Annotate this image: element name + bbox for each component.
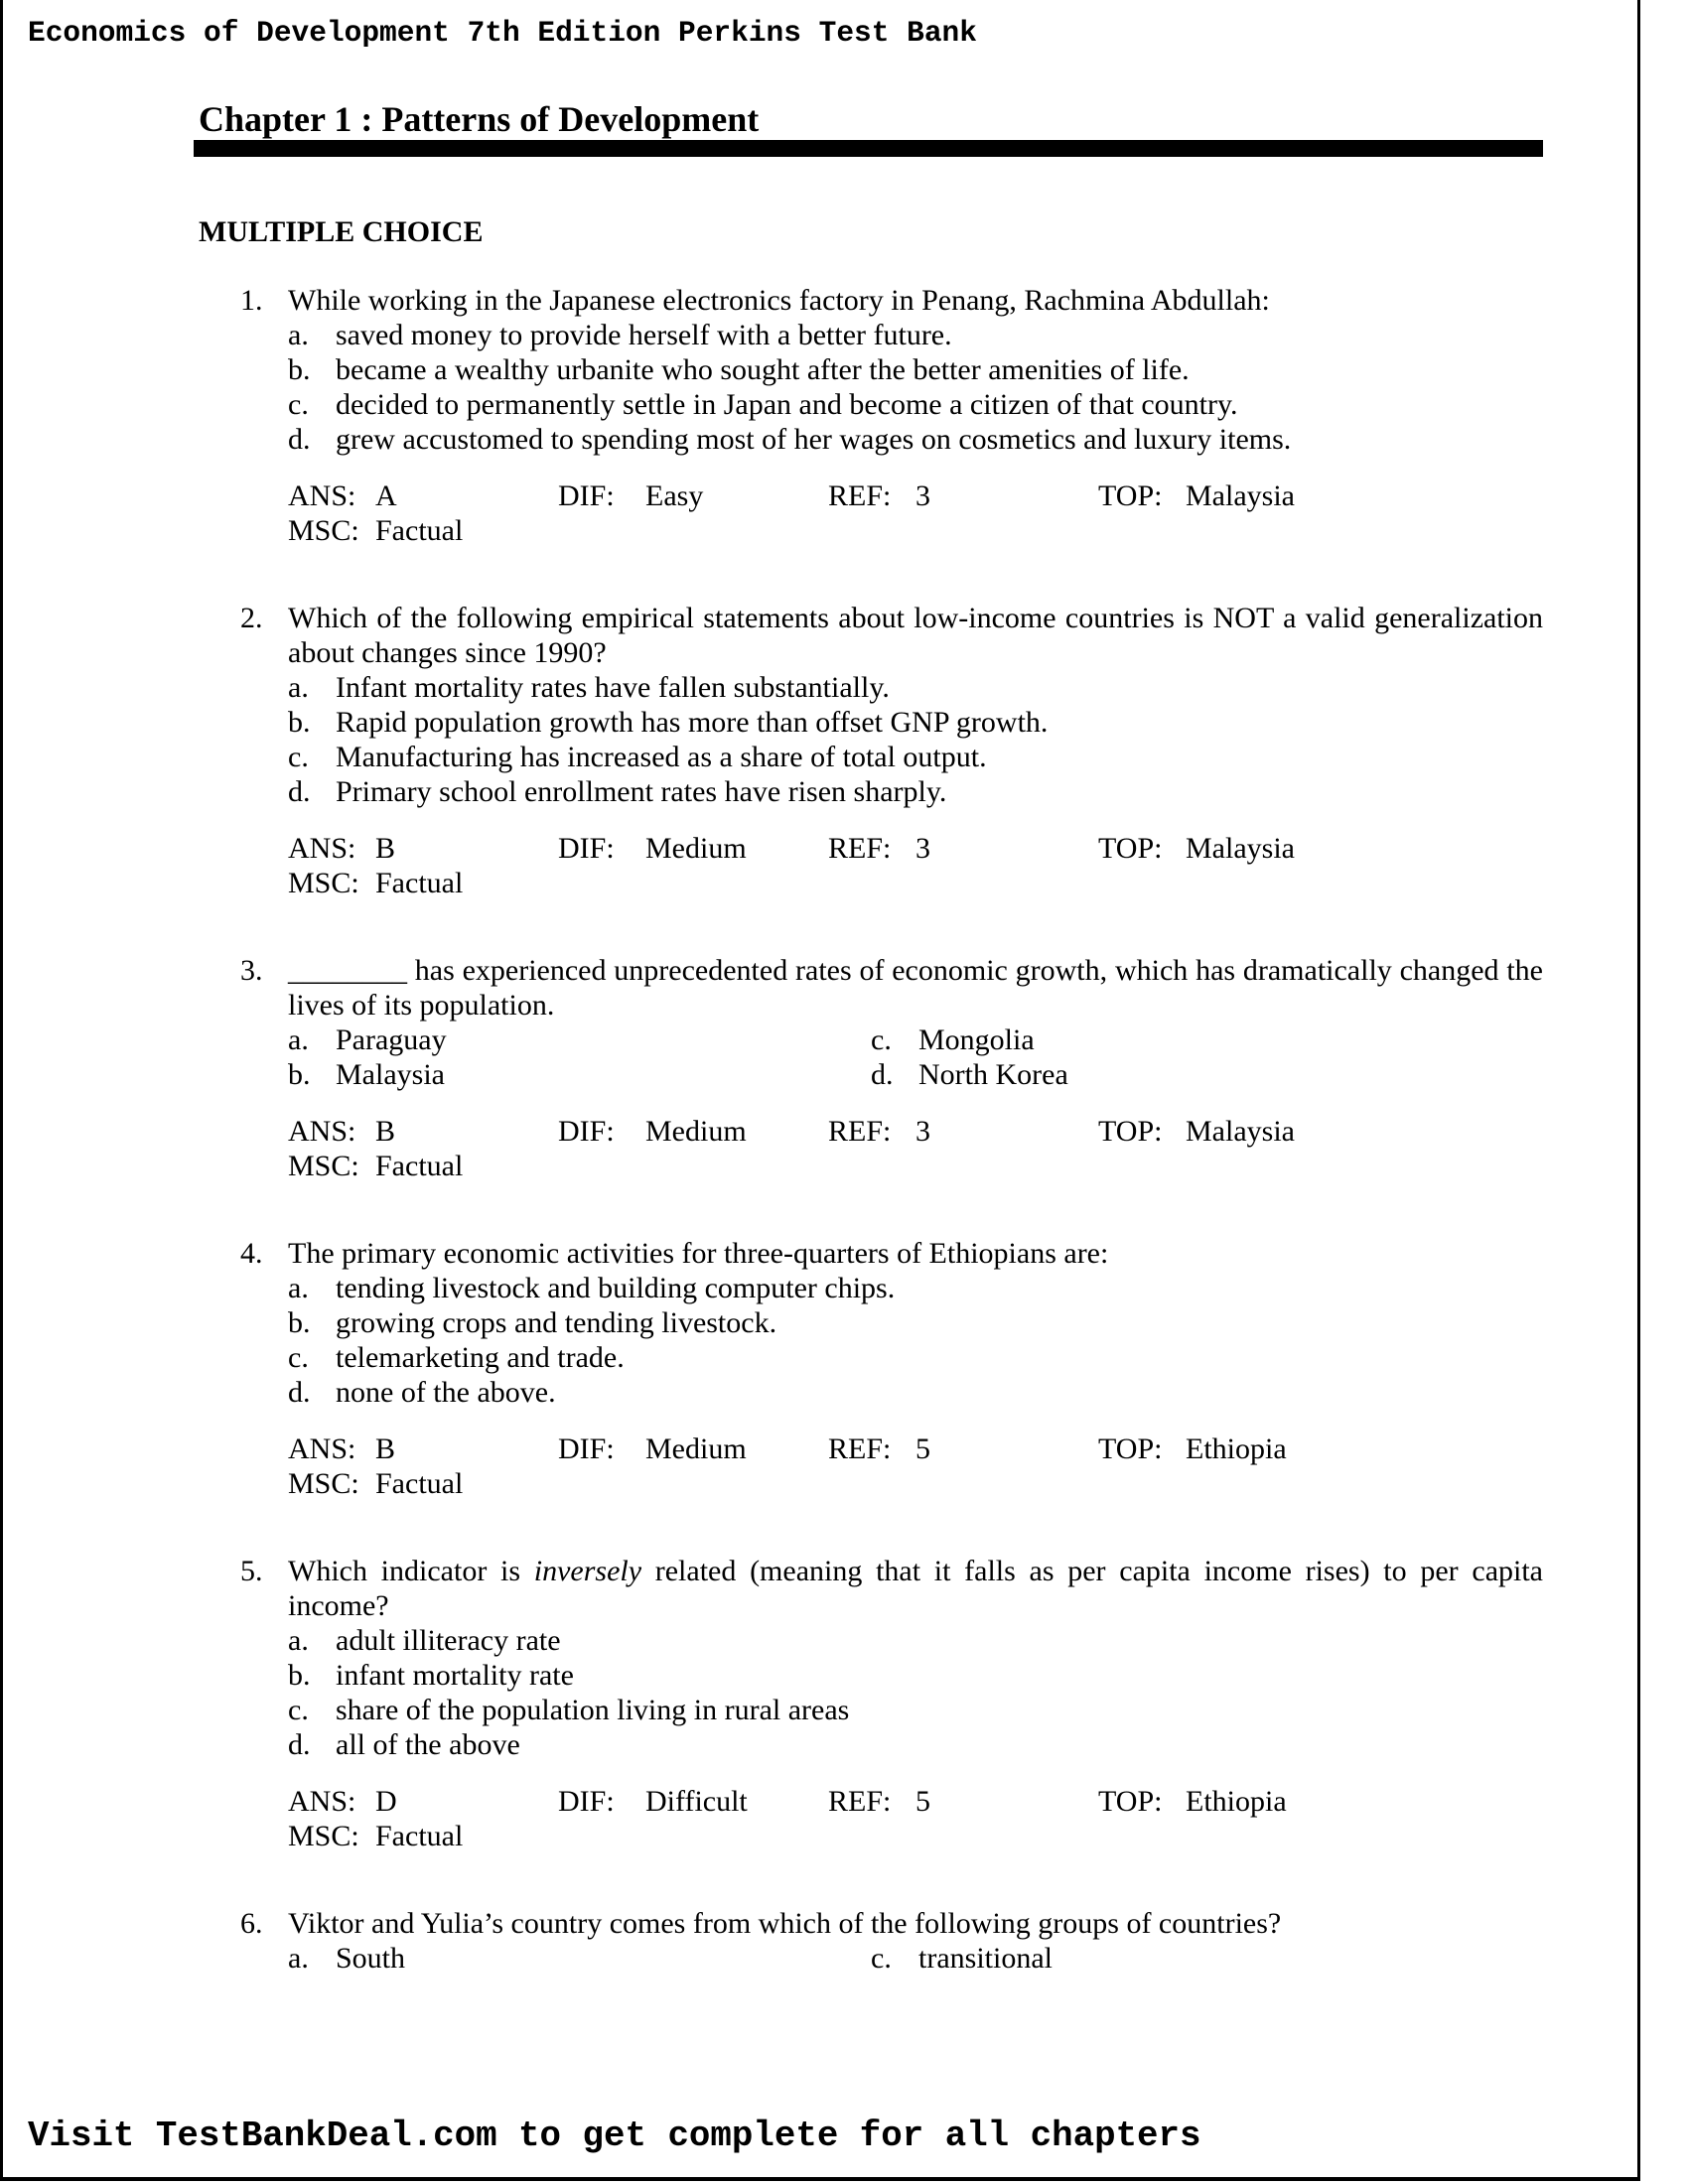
answer-value: B: [375, 1433, 396, 1465]
option-a: a. tending livestock and building computer chips.: [288, 1272, 896, 1304]
option-c: c. Manufacturing has increased as a share of total output.: [288, 741, 987, 773]
question-text: While working in the Japanese electronics factory in Penang, Rachmina Abdullah:: [288, 284, 1270, 317]
difficulty-value: Easy: [645, 479, 704, 512]
option-a: a. adult illiteracy rate: [288, 1624, 561, 1657]
option-c: c. transitional: [871, 1942, 1053, 1975]
misc-value: Factual: [375, 1150, 464, 1182]
option-d: d. grew accustomed to spending most of her wages on cosmetics and luxury items.: [288, 423, 1292, 456]
option-d: d. all of the above: [288, 1728, 520, 1761]
reference-value: 5: [915, 1433, 930, 1465]
question-text: ________ has experienced unprecedented rates of economic growth, which has dramatically changed the lives of its population.: [288, 954, 1543, 1022]
misc-value: Factual: [375, 1467, 464, 1500]
topic-value: Ethiopia: [1186, 1785, 1287, 1818]
option-list: [240, 318, 1543, 457]
option-d: d. none of the above.: [288, 1376, 556, 1409]
option-list: [240, 1271, 1543, 1410]
question-number: 5.: [240, 1555, 263, 1587]
option-b: b. growing crops and tending livestock.: [288, 1306, 777, 1339]
topic-value: Malaysia: [1186, 479, 1295, 512]
question-4: [240, 1236, 1543, 1501]
document-header: Economics of Development 7th Edition Perkins Test Bank: [28, 16, 977, 50]
answer-value: B: [375, 832, 396, 865]
question-stem: [240, 1236, 1543, 1271]
answer-value: D: [375, 1785, 397, 1818]
question-1: [240, 283, 1543, 548]
misc-value: Factual: [375, 514, 464, 547]
answer-metadata: ANS: B DIF: Medium REF: 3 TOP: Malaysia MSC: Factual: [288, 832, 1295, 899]
question-3: [240, 953, 1543, 1183]
question-number: 4.: [240, 1237, 263, 1270]
question-stem: [240, 601, 1543, 670]
misc-value: Factual: [375, 867, 464, 899]
option-c: c. telemarketing and trade.: [288, 1341, 625, 1374]
reference-value: 5: [915, 1785, 930, 1818]
question-2: [240, 601, 1543, 900]
question-stem: [240, 283, 1543, 318]
question-number: 3.: [240, 954, 263, 987]
answer-metadata: ANS: B DIF: Medium REF: 5 TOP: Ethiopia MSC: Factual: [288, 1433, 1287, 1500]
reference-value: 3: [915, 479, 930, 512]
question-number: 6.: [240, 1907, 263, 1940]
topic-value: Malaysia: [1186, 832, 1295, 865]
option-grid: [240, 1941, 1543, 1976]
option-c: c. share of the population living in rural areas: [288, 1694, 850, 1726]
emphasis: inversely: [533, 1555, 642, 1587]
option-list: [240, 670, 1543, 809]
option-a: a. Paraguay: [288, 1024, 447, 1056]
answer-value: A: [375, 479, 397, 512]
section-heading: MULTIPLE CHOICE: [199, 215, 484, 248]
question-5: [240, 1554, 1543, 1853]
option-a: a. Infant mortality rates have fallen substantially.: [288, 671, 890, 704]
question-text: Which of the following empirical statements about low-income countries is NOT a valid generalization about changes since 1990?: [288, 602, 1543, 669]
difficulty-value: Difficult: [645, 1785, 748, 1818]
reference-value: 3: [915, 832, 930, 865]
option-c: c. Mongolia: [871, 1024, 1035, 1056]
promo-footer: Visit TestBankDeal.com to get complete for all chapters: [28, 2116, 1201, 2156]
option-grid: [240, 1023, 1543, 1092]
answer-metadata: ANS: A DIF: Easy REF: 3 TOP: Malaysia MSC: Factual: [288, 479, 1295, 547]
misc-value: Factual: [375, 1820, 464, 1852]
reference-value: 3: [915, 1115, 930, 1148]
option-b: b. infant mortality rate: [288, 1659, 574, 1692]
option-b: b. became a wealthy urbanite who sought after the better amenities of life.: [288, 353, 1190, 386]
answer-value: B: [375, 1115, 396, 1148]
option-b: b. Malaysia: [288, 1058, 445, 1091]
option-d: d. Primary school enrollment rates have risen sharply.: [288, 775, 947, 808]
question-number: 2.: [240, 602, 263, 634]
difficulty-value: Medium: [645, 1433, 747, 1465]
option-list: [240, 1623, 1543, 1762]
chapter-rule: [194, 140, 1543, 157]
chapter-title: Chapter 1 : Patterns of Development: [199, 99, 760, 139]
question-stem: [240, 953, 1543, 1023]
difficulty-value: Medium: [645, 1115, 747, 1148]
question-stem: [240, 1906, 1543, 1941]
topic-value: Malaysia: [1186, 1115, 1295, 1148]
option-b: b. Rapid population growth has more than offset GNP growth.: [288, 706, 1049, 739]
topic-value: Ethiopia: [1186, 1433, 1287, 1465]
question-stem: 5. Which indicator is inversely related (meaning that it falls as per capita income rises) to per capita income?: [240, 1555, 1543, 1622]
option-c: c. decided to permanently settle in Japan and become a citizen of that country.: [288, 388, 1238, 421]
question-text: The primary economic activities for three-quarters of Ethiopians are:: [288, 1237, 1109, 1270]
option-a: a. saved money to provide herself with a better future.: [288, 319, 952, 351]
answer-metadata: ANS: D DIF: Difficult REF: 5 TOP: Ethiopia MSC: Factual: [288, 1785, 1287, 1852]
question-text: Viktor and Yulia’s country comes from which of the following groups of countries?: [288, 1907, 1282, 1940]
question-6: [240, 1906, 1543, 1976]
answer-metadata: ANS: B DIF: Medium REF: 3 TOP: Malaysia MSC: Factual: [288, 1115, 1295, 1182]
option-d: d. North Korea: [871, 1058, 1068, 1091]
difficulty-value: Medium: [645, 832, 747, 865]
option-a: a. South: [288, 1942, 406, 1975]
question-number: 1.: [240, 284, 263, 317]
